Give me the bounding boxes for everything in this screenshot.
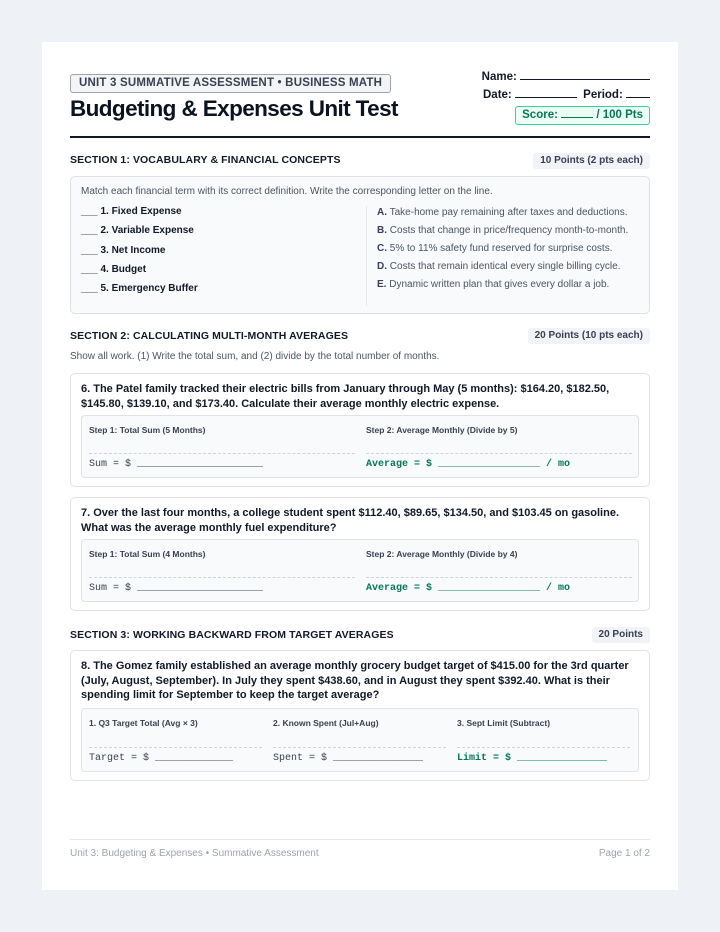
footer-left: Unit 3: Budgeting & Expenses • Summative Assessment	[70, 848, 319, 859]
score-label: Score:	[522, 109, 558, 121]
term-item: ___ 1. Fixed Expense	[81, 206, 182, 217]
step1-label: Step 1: Total Sum (5 Months)	[89, 425, 206, 435]
name-label: Name:	[481, 71, 517, 83]
worksheet-page	[42, 42, 678, 890]
term-list	[81, 206, 351, 302]
question-7-work-area	[81, 539, 639, 602]
target-answer-line[interactable]: Target = $ _____________	[89, 753, 234, 764]
average-answer-line[interactable]: Average = $ _________________ / mo	[366, 459, 571, 470]
term-item: ___ 4. Budget	[81, 263, 147, 275]
section2-points-badge: 20 Points (10 pts each)	[528, 328, 650, 344]
question-6-text: 6. The Patel family tracked their electric bills from January through May (5 months): $164.20, $182.50, $145.80, $139.10, and $173.40. Calculate their average monthly electric expense.	[81, 383, 610, 410]
term-item: ___ 2. Variable Expense	[81, 225, 194, 237]
average-answer-line[interactable]: Average = $ _________________ / mo	[366, 583, 571, 594]
question-6-card	[70, 373, 650, 487]
step1-work-line[interactable]	[89, 577, 355, 578]
step1-label: Step 1: Total Sum (4 Months)	[89, 549, 206, 559]
page-number: Page 1 of 2	[598, 848, 650, 859]
term-item: ___ 5. Emergency Buffer	[81, 283, 198, 295]
section3-points-badge: 20 Points	[592, 627, 650, 643]
definition-item: D. Costs that remain identical every single billing cycle.	[377, 261, 621, 272]
section3-heading: SECTION 3: WORKING BACKWARD FROM TARGET AVERAGES	[70, 629, 394, 641]
definition-item: C. 5% to 11% safety fund reserved for surprise costs.	[377, 243, 613, 254]
score-line[interactable]	[561, 108, 593, 118]
question-8-text: 8. The Gomez family established an average monthly grocery budget target of $415.00 for the 3rd quarter (July, August, September). In July they spent $438.60, and in August they spent $392.40. What is their spending limit for September to keep the target average?	[81, 660, 629, 701]
definition-item: E. Dynamic written plan that gives every dollar a job.	[377, 279, 610, 290]
period-label: Period:	[583, 89, 623, 101]
step2-label: Step 2: Average Monthly (Divide by 5)	[366, 425, 518, 435]
step2-label: Step 2: Average Monthly (Divide by 4)	[366, 549, 518, 559]
target-work-line[interactable]	[89, 747, 262, 748]
section1-heading: SECTION 1: VOCABULARY & FINANCIAL CONCEPTS	[70, 154, 341, 166]
header-rule	[70, 136, 650, 138]
limit-work-line[interactable]	[457, 747, 630, 748]
term-item: ___ 3. Net Income	[81, 244, 166, 256]
section1-points-badge: 10 Points (2 pts each)	[533, 153, 650, 169]
spent-work-line[interactable]	[273, 747, 446, 748]
score-box	[515, 106, 650, 125]
date-line[interactable]	[515, 88, 577, 98]
footer-rule	[70, 839, 650, 840]
definition-item: A. Take-home pay remaining after taxes and deductions.	[377, 207, 628, 218]
period-line[interactable]	[626, 88, 650, 98]
section2-heading: SECTION 2: CALCULATING MULTI-MONTH AVERAGES	[70, 330, 349, 342]
question-7-text: 7. Over the last four months, a college student spent $112.40, $89.65, $134.50, and $103.45 on gasoline. What was the average monthly fuel expenditure?	[81, 507, 620, 534]
name-line[interactable]	[520, 70, 650, 80]
step2-work-line[interactable]	[366, 453, 632, 454]
target-total-label: 1. Q3 Target Total (Avg × 3)	[89, 718, 198, 728]
spent-answer-line[interactable]: Spent = $ _______________	[273, 753, 424, 764]
step1-work-line[interactable]	[89, 453, 355, 454]
section1-card	[70, 176, 650, 314]
definition-list	[377, 205, 647, 292]
date-period-field	[483, 88, 650, 101]
assessment-tag: UNIT 3 SUMMATIVE ASSESSMENT • BUSINESS MATH	[70, 74, 391, 93]
section1-instruction: Match each financial term with its correct definition. Write the corresponding letter on the line.	[81, 186, 493, 197]
section2-instruction: Show all work. (1) Write the total sum, and (2) divide by the total number of months.	[70, 351, 440, 362]
column-divider	[366, 206, 367, 306]
sum-answer-line[interactable]: Sum = $ _____________________	[89, 459, 264, 470]
known-spent-label: 2. Known Spent (Jul+Aug)	[273, 718, 379, 728]
sum-answer-line[interactable]: Sum = $ _____________________	[89, 583, 264, 594]
date-label: Date:	[483, 89, 512, 101]
score-total: / 100 Pts	[596, 109, 643, 121]
question-8-card	[70, 650, 650, 781]
name-field[interactable]	[482, 70, 650, 83]
question-8-work-area	[81, 708, 639, 772]
question-7-card	[70, 497, 650, 611]
question-6-work-area	[81, 415, 639, 478]
page-title: Budgeting & Expenses Unit Test	[70, 96, 398, 121]
limit-answer-line[interactable]: Limit = $ _______________	[457, 753, 608, 764]
step2-work-line[interactable]	[366, 577, 632, 578]
sept-limit-label: 3. Sept Limit (Subtract)	[457, 718, 551, 728]
definition-item: B. Costs that change in price/frequency month-to-month.	[377, 225, 629, 236]
